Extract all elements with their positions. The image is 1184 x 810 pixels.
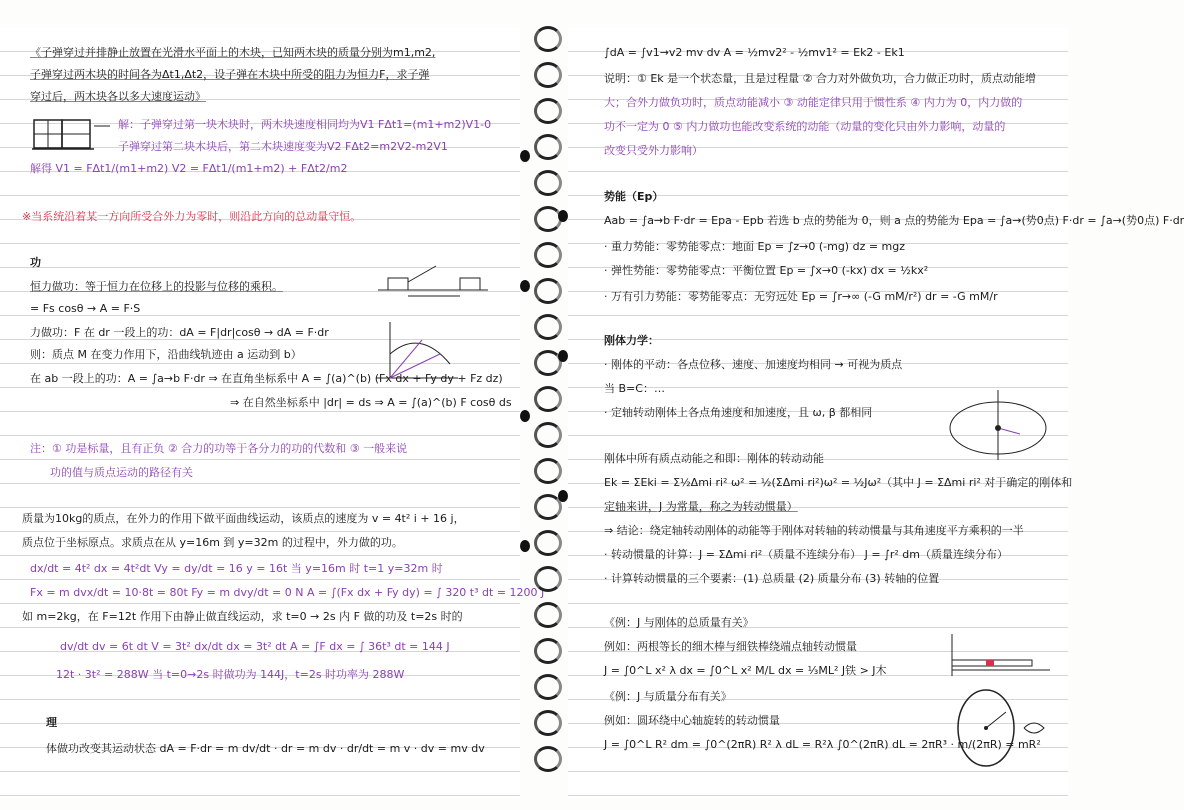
- punch-hole: [558, 490, 568, 502]
- binding-ring: [534, 26, 562, 52]
- example-rods: 例如：两根等长的细木棒与细铁棒绕端点轴转动惯量: [604, 640, 857, 653]
- potential-energy-heading: 势能（Ep）: [604, 190, 664, 203]
- example2-calc2: 12t · 3t² = 288W 当 t=0→2s 时做功为 144J，t=2s 时功率为 288W: [56, 668, 405, 681]
- work-line2: = Fs cosθ → A = F·S: [30, 302, 141, 315]
- explanation-line2: 大；合外力做负功时，质点动能减小 ③ 动能定律只用于惯性系 ④ 内力为 0，内力做的: [604, 96, 1023, 109]
- left-notebook-page: [0, 28, 545, 798]
- rigid-line6: 定轴来讲，J 为常量，称之为转动惯量）: [604, 500, 798, 513]
- elastic-potential: · 弹性势能：零势能零点：平衡位置 Ep = ∫x→0 (-kx) dx = ½kx²: [604, 264, 929, 277]
- work-line6: ⇒ 在自然坐标系中 |dr| = ds ⇒ A = ∫(a)^(b) F cosθ ds: [230, 396, 512, 409]
- binding-ring: [534, 674, 562, 700]
- rigid-body-rotation-diagram: [940, 388, 1052, 462]
- binding-ring: [534, 62, 562, 88]
- rigid-line4: 刚体中所有质点动能之和即：刚体的转动动能: [604, 452, 824, 465]
- curve-path-diagram: [370, 318, 460, 388]
- block-force-diagram: [378, 264, 488, 300]
- work-line3: 力做功：F 在 dr 一段上的功：dA = F|dr|cosθ → dA = F·dr: [30, 326, 329, 339]
- example-rods-calc: J = ∫0^L x² λ dx = ∫0^L x² M/L dx = ⅓ML² J铁 > J木: [604, 664, 887, 677]
- solution-line2: 子弹穿过第二块木块后，第二木块速度变为V2 FΔt2=m2V2-m2V1: [118, 140, 448, 153]
- problem-statement-line1: 《子弹穿过并排静止放置在光滑水平面上的木块，已知两木块的质量分别为m1,m2,: [30, 46, 436, 59]
- punch-hole: [558, 350, 568, 362]
- rigid-body-heading: 刚体力学：: [604, 334, 659, 347]
- binding-ring: [534, 638, 562, 664]
- work-line4: 则：质点 M 在变力作用下，沿曲线轨迹由 a 运动到 b）: [30, 348, 302, 361]
- rod-axis-diagram: [942, 632, 1054, 682]
- problem-statement-line2: 子弹穿过两木块的时间各为Δt1,Δt2，设子弹在木块中所受的阻力为恒力F，求子弹: [30, 68, 430, 81]
- ring-axis-diagram: [946, 682, 1056, 772]
- rigid-line9: · 计算转动惯量的三个要素：(1) 总质量 (2) 质量分布 (3) 转轴的位置: [604, 572, 940, 585]
- rigid-line8: · 转动惯量的计算：J = ΣΔmi ri²（质量不连续分布） J = ∫r² dm（质量连续分布）: [604, 548, 1008, 561]
- right-notebook-page: [568, 28, 1184, 798]
- binding-ring: [534, 710, 562, 736]
- solution-result: 解得 V1 = FΔt1/(m1+m2) V2 = FΔt1/(m1+m2) + FΔt2/m2: [30, 162, 348, 175]
- example1-line2: 质点位于坐标原点。求质点在从 y=16m 到 y=32m 的过程中，外力做的功。: [22, 536, 403, 549]
- example2-calc1: dv/dt dv = 6t dt V = 3t² dx/dt dx = 3t² dt A = ∫F dx = ∫ 36t³ dt = 144 J: [60, 640, 450, 653]
- binding-ring: [534, 98, 562, 124]
- explanation-line3: 功不一定为 0 ⑤ 内力做功也能改变系统的动能（动量的变化只由外力影响，动量的: [604, 120, 1006, 133]
- example-title-mass: 《例：J 与刚体的总质量有关》: [604, 616, 754, 629]
- punch-hole: [520, 540, 530, 552]
- rigid-line1: · 刚体的平动：各点位移、速度、加速度均相同 → 可视为质点: [604, 358, 903, 371]
- example1-line1: 质量为10kg的质点，在外力的作用下做平面曲线运动，该质点的速度为 v = 4t² i + 16 j，: [22, 512, 465, 525]
- gravity-potential: · 重力势能：零势能零点：地面 Ep = ∫z→0 (-mg) dz = mgz: [604, 240, 906, 253]
- punch-hole: [558, 210, 568, 222]
- spiral-binding: [520, 20, 568, 800]
- gravitational-potential: · 万有引力势能：零势能零点：无穷远处 Ep = ∫r→∞ (-G mM/r²) dr = -G mM/r: [604, 290, 998, 303]
- explanation-line4: 改变只受外力影响）: [604, 144, 703, 157]
- punch-hole: [520, 280, 530, 292]
- binding-ring: [534, 278, 562, 304]
- binding-ring: [534, 602, 562, 628]
- kinetic-integral: ∫dA = ∫v1→v2 mv dv A = ½mv2² - ½mv1² = Ek2 - Ek1: [604, 46, 905, 59]
- rigid-line7: ⇒ 结论：绕定轴转动刚体的动能等于刚体对转轴的转动惯量与其角速度平方乘积的一半: [604, 524, 1024, 537]
- problem-statement-line3: 穿过后，两木块各以多大速度运动》: [30, 90, 206, 103]
- binding-ring: [534, 422, 562, 448]
- work-energy-derivation: 体做功改变其运动状态 dA = F·dr = m dv/dt · dr = m dv · dr/dt = m v · dv = mv dv: [46, 742, 485, 755]
- note-line2: 功的值与质点运动的路径有关: [50, 466, 193, 479]
- binding-ring: [534, 170, 562, 196]
- bottom-label: 理: [46, 716, 57, 729]
- binding-ring: [534, 134, 562, 160]
- example-ring: 例如：圆环绕中心轴旋转的转动惯量: [604, 714, 780, 727]
- binding-ring: [534, 458, 562, 484]
- binding-ring: [534, 566, 562, 592]
- punch-hole: [520, 150, 530, 162]
- example2-line1: 如 m=2kg，在 F=12t 作用下由静止做直线运动，求 t=0 → 2s 内 F 做的功及 t=2s 时的: [22, 610, 463, 623]
- work-line1: 恒力做功：等于恒力在位移上的投影与位移的乘积。: [30, 280, 283, 293]
- section-heading-work: 功: [30, 256, 41, 269]
- binding-ring: [534, 386, 562, 412]
- rigid-line5: Ek = ΣEki = Σ½Δmi ri² ω² = ½(ΣΔmi ri²)ω² = ½Jω²（其中 J = ΣΔmi ri² 对于确定的刚体和: [604, 476, 1073, 489]
- example-ring-calc: J = ∫0^L R² dm = ∫0^(2πR) R² λ dL = R²λ ∫0^(2πR) dL = 2πR³ · m/(2πR) = mR²: [604, 738, 1041, 751]
- punch-hole: [520, 410, 530, 422]
- rigid-line3: · 定轴转动刚体上各点角速度和加速度，且 ω, β 都相同: [604, 406, 873, 419]
- solution-line1: 解：子弹穿过第一块木块时，两木块速度相同均为V1 FΔt1=(m1+m2)V1-0: [118, 118, 492, 131]
- example1-calc2: Fx = m dvx/dt = 10·8t = 80t Fy = m dvy/dt = 0 N A = ∫(Fx dx + Fy dy) = ∫ 320 t³ dt = 1200 J: [30, 586, 545, 599]
- binding-ring: [534, 314, 562, 340]
- rigid-line2: 当 B=C：…: [604, 382, 665, 395]
- example-title-distribution: 《例：J 与质量分布有关》: [604, 690, 732, 703]
- binding-ring: [534, 746, 562, 772]
- potential-definition: Aab = ∫a→b F·dr = Epa - Epb 若选 b 点的势能为 0，则 a 点的势能为 Epa = ∫a→(势0点) F·dr = ∫a→(势0点) F·dr: [604, 214, 1184, 227]
- note-line1: 注：① 功是标量，且有正负 ② 合力的功等于各分力的功的代数和 ③ 一般来说: [30, 442, 408, 455]
- explanation-line1: 说明：① Ek 是一个状态量，且是过程量 ② 合力对外做负功，合力做正功时，质点动能增: [604, 72, 1037, 85]
- binding-ring: [534, 242, 562, 268]
- bullet-blocks-diagram: [32, 112, 112, 152]
- work-line5: 在 ab 一段上的功：A = ∫a→b F·dr ⇒ 在直角坐标系中 A = ∫(a)^(b) (Fx dx + Fy dy + Fz dz): [30, 372, 503, 385]
- binding-ring: [534, 530, 562, 556]
- momentum-conservation-note: ※当系统沿着某一方向所受合外力为零时，则沿此方向的总动量守恒。: [22, 210, 362, 223]
- example1-calc1: dx/dt = 4t² dx = 4t²dt Vy = dy/dt = 16 y = 16t 当 y=16m 时 t=1 y=32m 时: [30, 562, 443, 575]
